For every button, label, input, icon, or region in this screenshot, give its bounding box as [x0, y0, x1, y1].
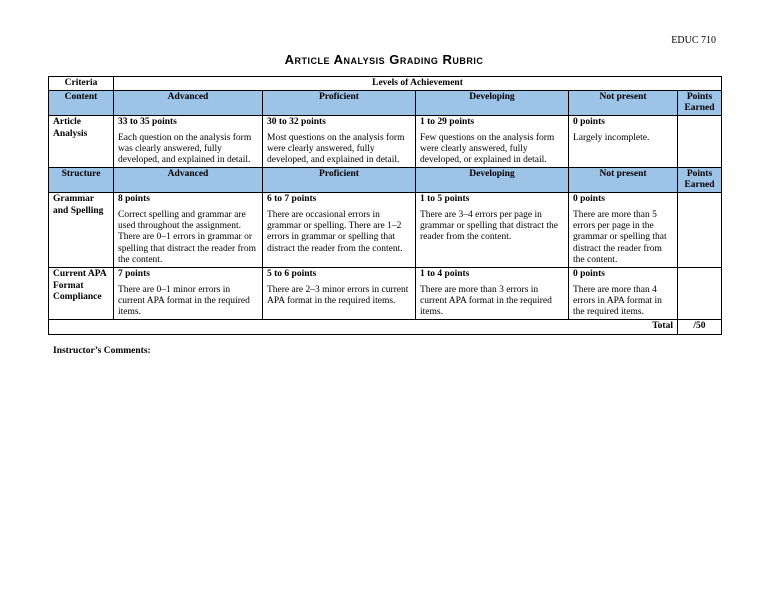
rubric-cell	[114, 193, 263, 268]
rubric-cell	[416, 268, 569, 320]
descriptor: There are occasional errors in grammar or spelling. There are 1–2 errors in grammar or spelling that distract the reader from the content.	[267, 209, 403, 254]
score-range: 1 to 5 points	[420, 194, 470, 205]
criteria-header: Criteria	[49, 77, 114, 91]
level-advanced: Advanced	[114, 168, 263, 193]
score-range: 7 points	[118, 269, 150, 280]
points-earned-cell[interactable]	[678, 116, 722, 168]
rubric-cell	[569, 268, 678, 320]
level-developing: Developing	[416, 168, 569, 193]
rubric-cell	[569, 116, 678, 168]
level-not-present: Not present	[569, 91, 678, 116]
page-title: Article Analysis Grading Rubric	[284, 52, 484, 67]
score-range: 1 to 4 points	[420, 269, 470, 280]
levels-header: Levels of Achievement	[114, 77, 722, 91]
total-value: /50	[678, 320, 722, 334]
descriptor: There are more than 3 errors in current APA format in the required items.	[420, 284, 552, 318]
rubric-cell	[263, 193, 416, 268]
score-range: 6 to 7 points	[267, 194, 317, 205]
table-row	[49, 116, 722, 168]
criterion-label: Grammar and Spelling	[49, 193, 114, 268]
header-row	[49, 77, 722, 91]
descriptor: There are 2–3 minor errors in current APA format in the required items.	[267, 284, 409, 306]
criterion-label: Current APA Format Compliance	[49, 268, 114, 320]
level-proficient: Proficient	[263, 91, 416, 116]
descriptor: There are 0–1 minor errors in current APA format in the required items.	[118, 284, 250, 318]
table-row	[49, 193, 722, 268]
score-range: 0 points	[573, 194, 605, 205]
criterion-label: Article Analysis	[49, 116, 114, 168]
points-earned-header: Points Earned	[678, 91, 722, 116]
descriptor: Largely incomplete.	[573, 132, 650, 143]
descriptor: There are 3–4 errors per page in grammar or spelling that distract the reader from the content.	[420, 209, 558, 243]
rubric-table	[48, 76, 722, 335]
descriptor: Each question on the analysis form was clearly answered, fully developed, and explained in detail.	[118, 132, 252, 166]
score-range: 0 points	[573, 117, 605, 128]
level-developing: Developing	[416, 91, 569, 116]
rubric-cell	[569, 193, 678, 268]
descriptor: Most questions on the analysis form were clearly answered, fully developed, and explained in detail.	[267, 132, 405, 166]
points-earned-cell[interactable]	[678, 193, 722, 268]
category-label: Content	[49, 91, 114, 116]
score-range: 1 to 29 points	[420, 117, 475, 128]
rubric-cell	[263, 116, 416, 168]
content-section-header	[49, 91, 722, 116]
score-range: 33 to 35 points	[118, 117, 177, 128]
category-label: Structure	[49, 168, 114, 193]
structure-section-header	[49, 168, 722, 193]
level-not-present: Not present	[569, 168, 678, 193]
points-earned-cell[interactable]	[678, 268, 722, 320]
score-range: 8 points	[118, 194, 150, 205]
level-advanced: Advanced	[114, 91, 263, 116]
rubric-cell	[416, 116, 569, 168]
course-code: EDUC 710	[671, 35, 716, 46]
rubric-cell	[416, 193, 569, 268]
rubric-cell	[114, 116, 263, 168]
score-range: 5 to 6 points	[267, 269, 317, 280]
total-row	[49, 320, 722, 334]
descriptor: Correct spelling and grammar are used throughout the assignment. There are 0–1 errors in grammar or spelling that distract the reader from the content.	[118, 209, 256, 265]
descriptor: There are more than 5 errors per page in the grammar or spelling that distract the reader from the content.	[573, 209, 667, 265]
level-proficient: Proficient	[263, 168, 416, 193]
instructor-comments-label: Instructor’s Comments:	[53, 346, 151, 356]
total-label: Total	[49, 320, 678, 334]
rubric-cell	[114, 268, 263, 320]
rubric-cell	[263, 268, 416, 320]
descriptor: Few questions on the analysis form were clearly answered, fully developed, or explained in detail.	[420, 132, 555, 166]
score-range: 30 to 32 points	[267, 117, 326, 128]
score-range: 0 points	[573, 269, 605, 280]
table-row	[49, 268, 722, 320]
descriptor: There are more than 4 errors in APA format in the required items.	[573, 284, 662, 318]
points-earned-header: Points Earned	[678, 168, 722, 193]
